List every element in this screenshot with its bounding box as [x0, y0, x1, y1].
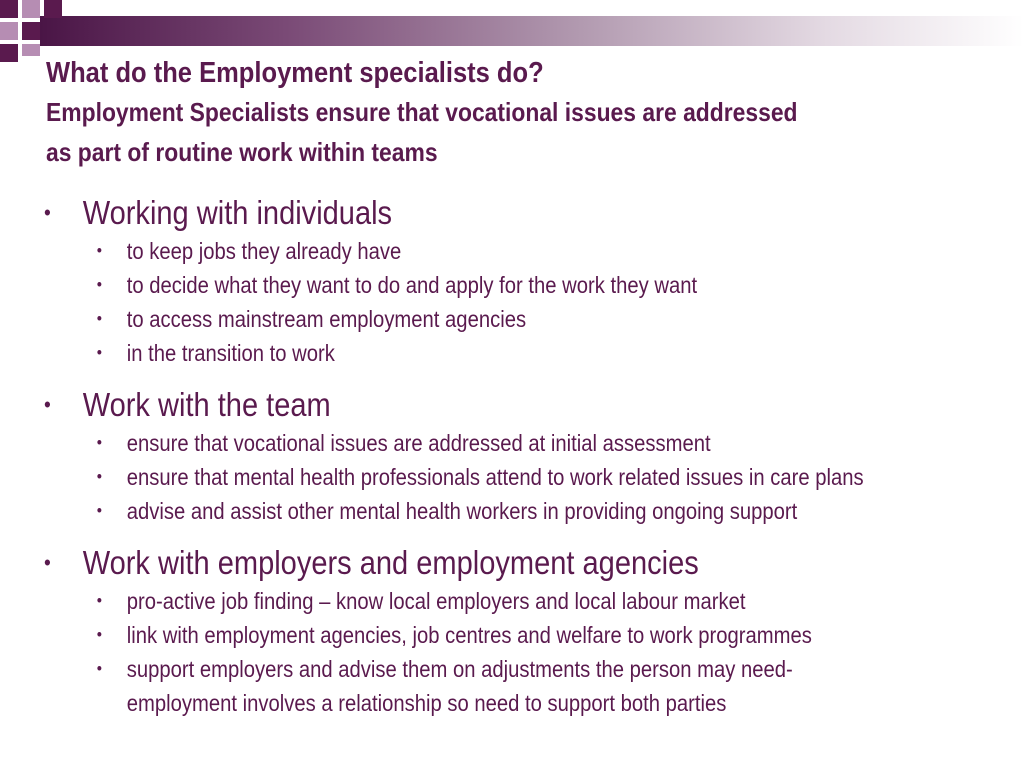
bullet-icon: • — [96, 501, 103, 520]
deco-square — [0, 0, 18, 18]
slide-subtitle-line-1: Employment Specialists ensure that vocational issues are addressed — [46, 97, 798, 127]
section-employers — [44, 542, 1003, 720]
bullet-icon: • — [44, 392, 51, 417]
list-item: pro-active job finding – know local employers and local labour market — [126, 588, 746, 614]
bullet-icon: • — [96, 275, 103, 294]
bullet-icon: • — [96, 433, 103, 452]
slide-title: What do the Employment specialists do? — [46, 57, 544, 89]
list-item: link with employment agencies, job centres and welfare to work programmes — [126, 622, 812, 648]
bullet-icon: • — [96, 241, 103, 260]
list-item: to keep jobs they already have — [126, 238, 402, 264]
section-heading: Work with the team — [82, 386, 331, 423]
bullet-list — [44, 192, 1003, 734]
deco-square — [0, 22, 18, 40]
list-item: to decide what they want to do and apply for the work they want — [126, 272, 698, 298]
deco-square — [44, 0, 62, 18]
bullet-icon: • — [96, 309, 103, 328]
list-item: advise and assist other mental health workers in providing ongoing support — [126, 498, 798, 524]
bullet-icon: • — [96, 343, 103, 362]
bullet-icon: • — [44, 200, 51, 225]
list-item: ensure that vocational issues are addressed at initial assessment — [126, 430, 711, 456]
bullet-icon: • — [96, 625, 103, 644]
header-decoration — [0, 0, 1024, 60]
slide-title-block — [46, 54, 1005, 172]
section-heading: Work with employers and employment agencies — [82, 544, 699, 581]
list-item: ensure that mental health professionals attend to work related issues in care plans — [126, 464, 864, 490]
deco-square — [22, 22, 40, 40]
section-team — [44, 384, 1003, 528]
bullet-icon: • — [44, 550, 51, 575]
list-item: in the transition to work — [126, 340, 335, 366]
list-item: support employers and advise them on adjustments the person may need- — [126, 656, 793, 682]
bullet-icon: • — [96, 591, 103, 610]
deco-square — [22, 44, 40, 56]
bullet-icon: • — [96, 659, 103, 678]
section-heading: Working with individuals — [82, 194, 393, 231]
deco-square — [22, 0, 40, 18]
slide-subtitle-line-2: as part of routine work within teams — [46, 137, 438, 167]
deco-square — [0, 44, 18, 62]
section-individuals — [44, 192, 1003, 370]
list-item-continuation: employment involves a relationship so need to support both parties — [126, 690, 727, 716]
gradient-bar — [40, 16, 1024, 46]
list-item: to access mainstream employment agencies — [126, 306, 527, 332]
bullet-icon: • — [96, 467, 103, 486]
